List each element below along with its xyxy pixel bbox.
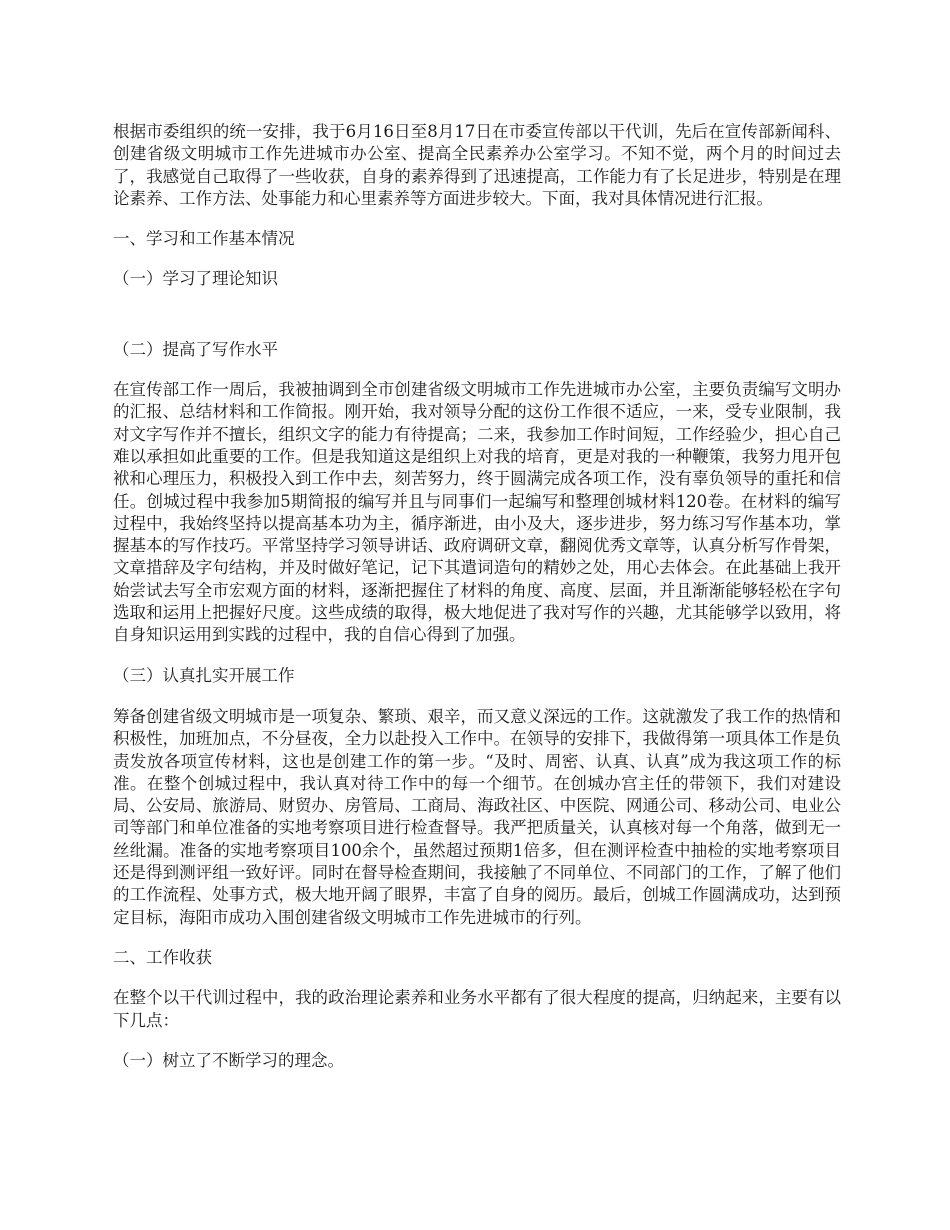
- work-paragraph: 筹备创建省级文明城市是一项复杂、繁琐、艰辛，而又意义深远的工作。这就激发了我工作的热情和积极性，加班加点，不分昼夜，全力以赴投入工作中。在领导的安排下，我做得第一项具体工作是负责发放各项宣传材料，这也是创建工作的第一步。“及时、周密、认真、认真”成为我这项工作的标准。在整个创城过程中，我认真对待工作中的每一个细节。在创城办宫主任的带领下，我们对建设局、公安局、旅游局、财贸办、房管局、工商局、海政社区、中医院、网通公司、移动公司、电业公司等部门和单位准备的实地考察项目进行检查督导。我严把质量关，认真核对每一个角落，做到无一丝纰漏。准备的实地考察项目100余个，虽然超过预期1倍多，但在测评检查中抽检的实地考察项目还是得到测评组一致好评。同时在督导检查期间，我接触了不同单位、不同部门的工作，了解了他们的工作流程、处事方式，极大地开阔了眼界，丰富了自身的阅历。最后，创城工作圆满成功，达到预定目标，海阳市成功入围创建省级文明城市工作先进城市的行列。: [113, 706, 841, 927]
- intro-paragraph: 根据市委组织的统一安排，我于6月16日至8月17日在市委宣传部以干代训，先后在宣传部新闻科、创建省级文明城市工作先进城市办公室、提高全民素养办公室学习。不知不觉，两个月的时间过去了，我感觉自己取得了一些收获，自身的素养得到了迅速提高，工作能力有了长足进步，特别是在理论素养、工作方法、处事能力和心里素养等方面进步较大。下面，我对具体情况进行汇报。: [113, 122, 841, 208]
- subsection-heading-theory: （一）学习了理论知识: [113, 269, 278, 289]
- subsection-heading-writing: （二）提高了写作水平: [113, 339, 278, 359]
- subsection-heading-work: （三）认真扎实开展工作: [113, 665, 295, 685]
- gains-paragraph: 在整个以干代训过程中，我的政治理论素养和业务水平都有了很大程度的提高，归纳起来，主要有以下几点：: [113, 988, 841, 1030]
- section-heading-2: 二、工作收获: [113, 947, 212, 967]
- subsection-heading-learning: （一）树立了不断学习的理念。: [113, 1050, 344, 1070]
- writing-paragraph: 在宣传部工作一周后，我被抽调到全市创建省级文明城市工作先进城市办公室，主要负责编写文明办的汇报、总结材料和工作简报。刚开始，我对领导分配的这份工作很不适应，一来，受专业限制，我对文字写作并不擅长，组织文字的能力有待提高；二来，我参加工作时间短，工作经验少，担心自己难以承担如此重要的工作。但是我知道这是组织上对我的培育，更是对我的一种鞭策，我努力甩开包袱和心理压力，积极投入到工作中去，刻苦努力，终于圆满完成各项工作，没有辜负领导的重托和信任。创城过程中我参加5期简报的编写并且与同事们一起编写和整理创城材料120卷。在材料的编写过程中，我始终坚持以提高基本功为主，循序渐进，由小及大，逐步进步，努力练习写作基本功，掌握基本的写作技巧。平常坚持学习领导讲话、政府调研文章，翻阅优秀文章等，认真分析写作骨架，文章措辞及字句结构，并及时做好笔记，记下其遣词造句的精妙之处，用心去体会。在此基础上我开始尝试去写全市宏观方面的材料，逐渐把握住了材料的角度、高度、层面，并且渐渐能够轻松在字句选取和运用上把握好尺度。这些成绩的取得，极大地促进了我对写作的兴趣，尤其能够学以致用，将自身知识运用到实践的过程中，我的自信心得到了加强。: [113, 380, 841, 645]
- document-page: [113, 121, 841, 1072]
- section-heading-1: 一、学习和工作基本情况: [113, 229, 295, 249]
